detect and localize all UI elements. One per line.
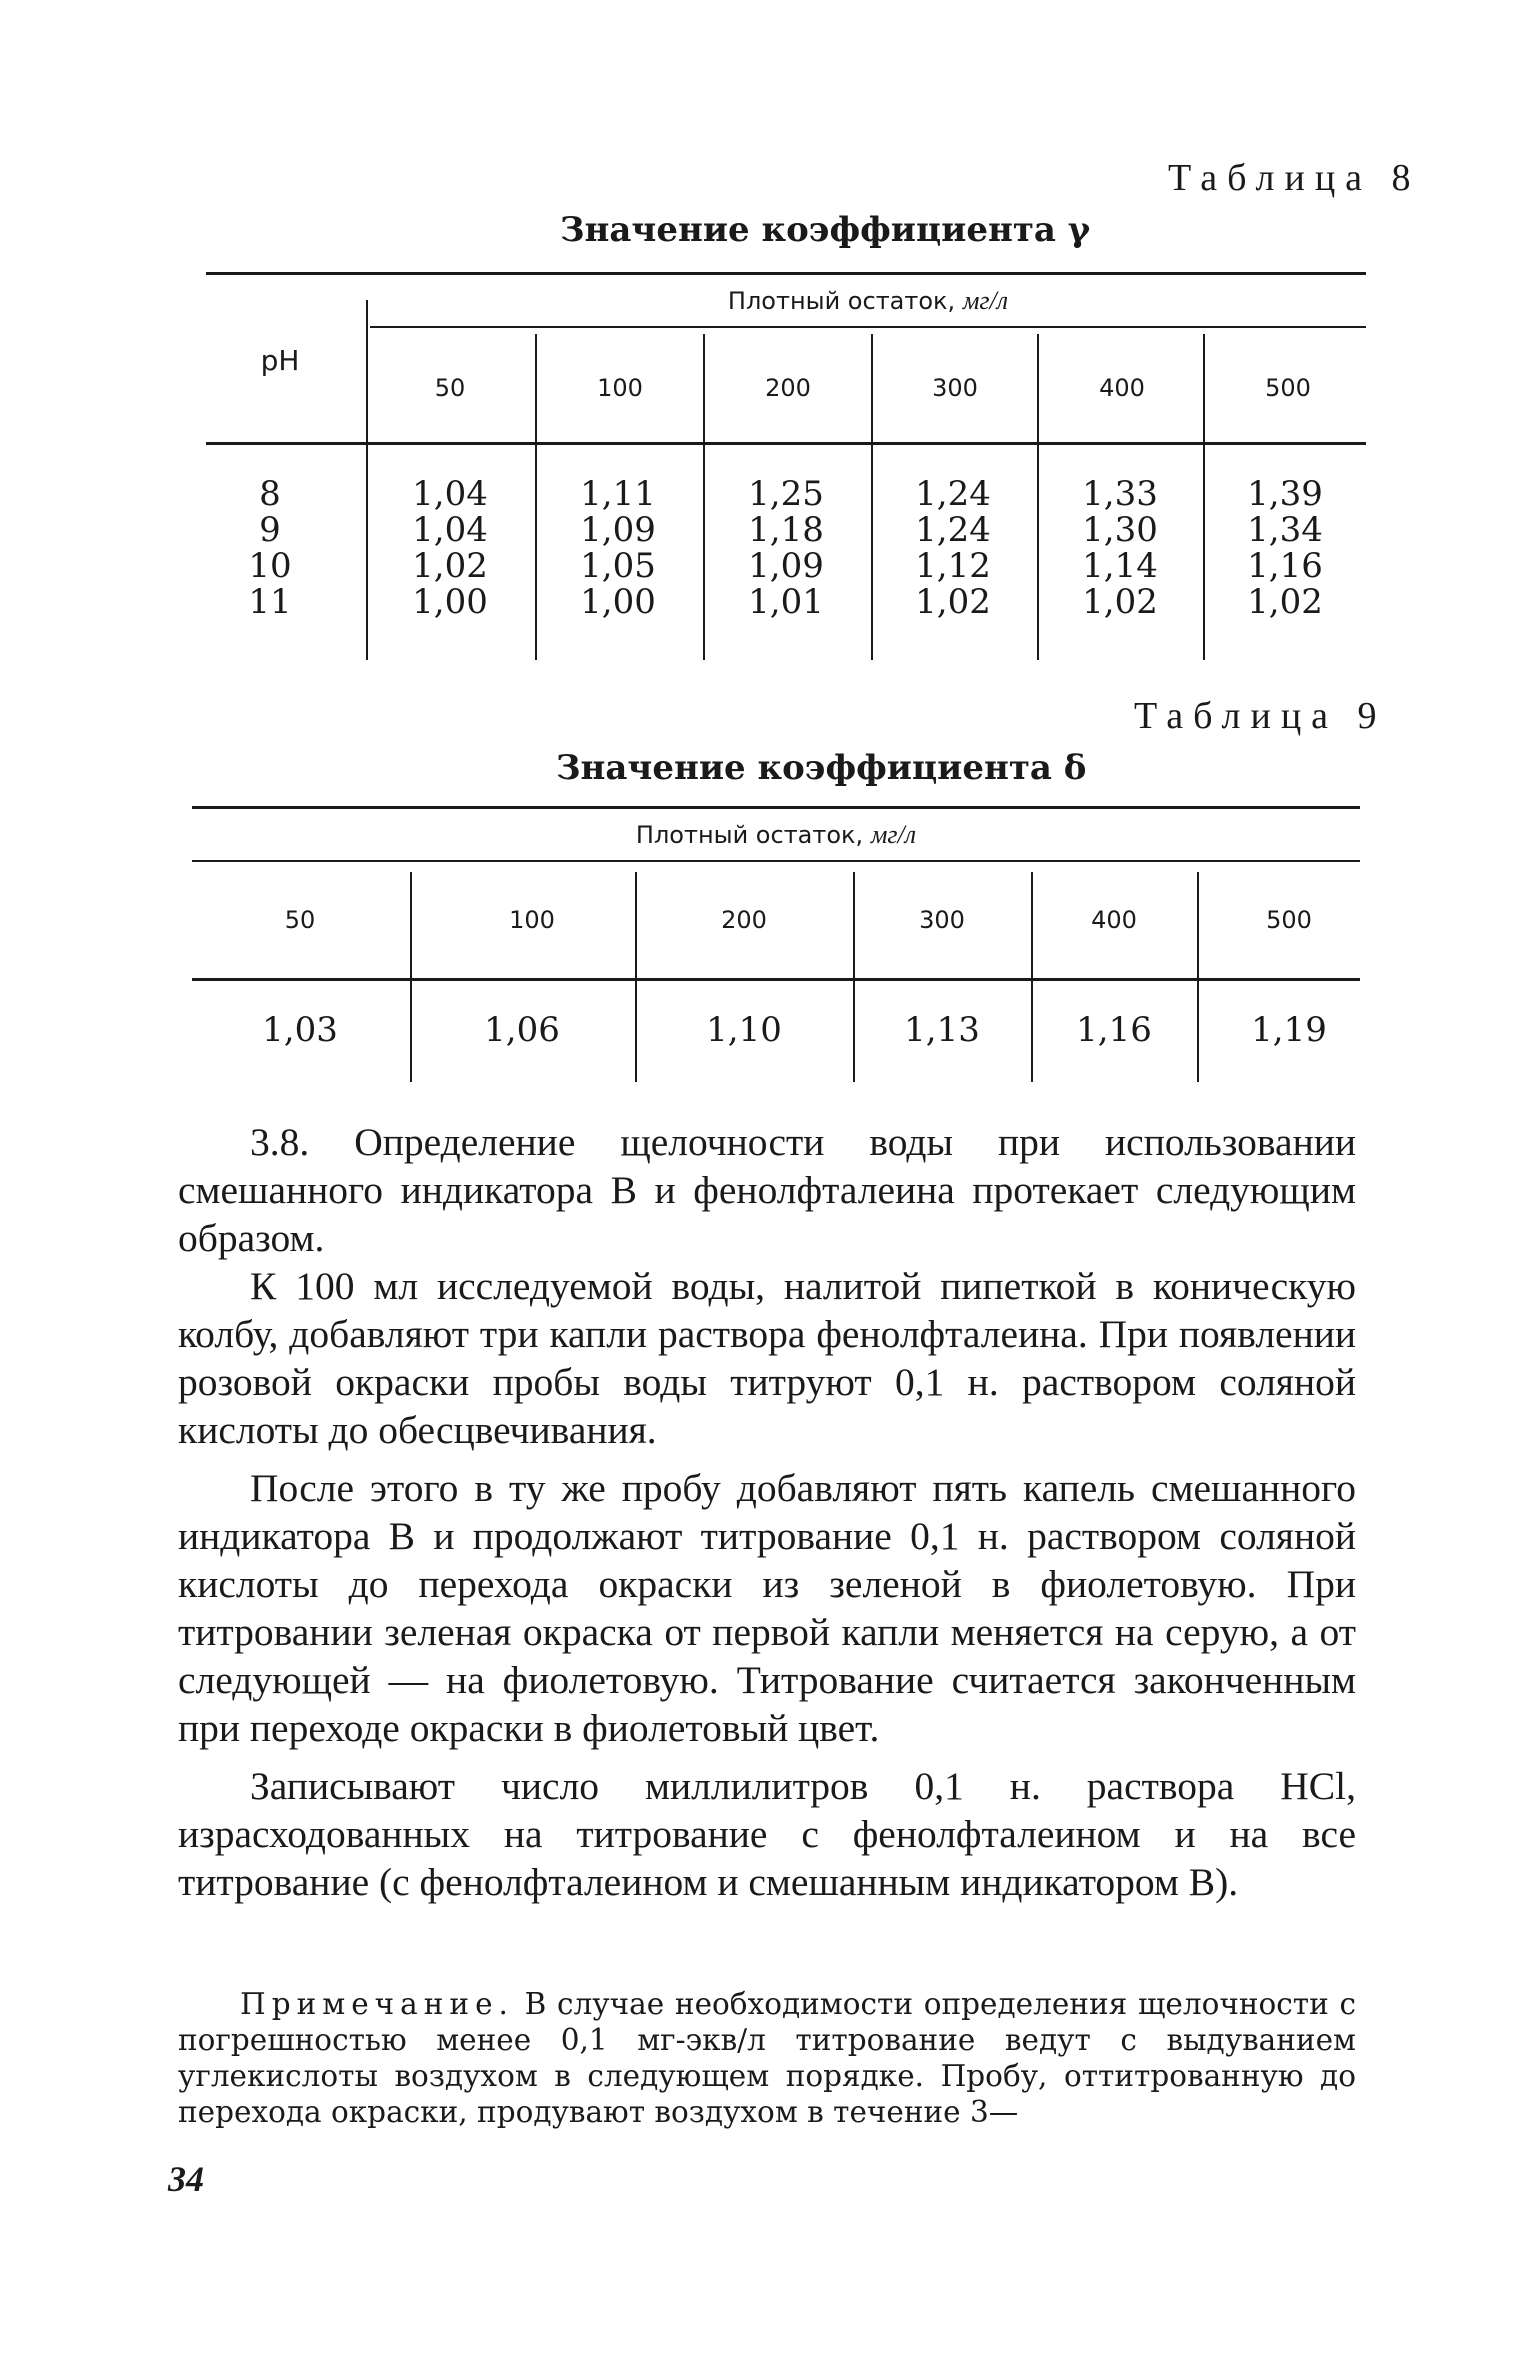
table8-group-rule [370,326,1366,328]
note-label: Примечание. [240,1987,514,2021]
table8-ph-values: 8 9 10 11 [248,474,292,622]
table8-column-values: 1,33 1,30 1,14 1,02 [1082,474,1158,622]
table8-column-values: 1,11 1,09 1,05 1,00 [580,474,656,622]
table9-vrule [635,872,637,1082]
table9-value: 1,16 [1076,1010,1152,1050]
table9-value: 1,19 [1251,1010,1327,1050]
table8-column-values: 1,25 1,18 1,09 1,01 [748,474,824,622]
table8-caption: Таблица 8 [1168,157,1421,199]
table8-col-header: 300 [932,374,978,402]
table9-group-header: Плотный остаток, мг/л [635,820,917,849]
table9-vrule [1197,872,1199,1082]
paragraph-procedure-3: Записывают число миллилитров 0,1 н. раствора HCl, израсходованных на титрование с фенолфталеином и на все титрование (с фенолфталеином и смешанным индикатором В). [178,1764,1356,1904]
table8-column-values: 1,04 1,04 1,02 1,00 [412,474,488,622]
table8-vrule [1037,334,1039,660]
table9-vrule [853,872,855,1082]
page-number: 34 [168,2159,204,2199]
table9-title: Значение коэффициента δ [556,748,1087,788]
paragraph-3-8: 3.8. Определение щелочности воды при использовании смешанного индикатора В и фенолфталеина протекает следующим образом. [178,1120,1356,1260]
table8-vrule [703,334,705,660]
table9-value: 1,13 [904,1010,980,1050]
table8-column-values: 1,24 1,24 1,12 1,02 [915,474,991,622]
table8-header-rule [206,442,1366,445]
table8-column-values: 1,39 1,34 1,16 1,02 [1247,474,1323,622]
table8-vrule [366,300,368,660]
table9-col-header: 100 [509,906,555,934]
table8-col-header: 50 [434,374,466,402]
table8-vrule [535,334,537,660]
table9-col-header: 200 [721,906,767,934]
table8-ph-header: pH [260,344,300,377]
table9-value: 1,03 [262,1010,338,1050]
table9-col-header: 300 [919,906,965,934]
table8-col-header: 500 [1265,374,1311,402]
note [178,1986,1356,2130]
paragraph-procedure-1: К 100 мл исследуемой воды, налитой пипеткой в коническую колбу, добавляют три капли раствора фенолфталеина. При появлении розовой окраски пробы воды титруют 0,1 н. раствором соляной кислоты до обесцвечивания. [178,1264,1356,1452]
body-text [178,1118,1356,1906]
table8-top-rule [206,272,1366,275]
table9-top-rule [192,806,1360,809]
table8-col-header: 400 [1099,374,1145,402]
table9-vrule [1031,872,1033,1082]
table8-title: Значение коэффициента γ [560,210,1091,250]
note-text: В случае необходимости определения щелочности с погрешностью менее 0,1 мг-экв/л титрование ведут с выдуванием углекислоты воздухом в следующем порядке. Пробу, оттитрованную до перехода окраски, продувают воздухом в течение 3— [178,1987,1356,2129]
table9-header-rule [192,978,1360,981]
table8-vrule [1203,334,1205,660]
table9-group-rule [192,860,1360,862]
table8-vrule [871,334,873,660]
table9-value: 1,06 [484,1010,560,1050]
table9-col-header: 50 [284,906,316,934]
table9-caption: Таблица 9 [1134,695,1387,737]
table8-col-header: 200 [765,374,811,402]
table9-value: 1,10 [706,1010,782,1050]
table8-group-header: Плотный остаток, мг/л [727,286,1009,315]
paragraph-procedure-2: После этого в ту же пробу добавляют пять капель смешанного индикатора В и продолжают титрование 0,1 н. раствором соляной кислоты до перехода окраски из зеленой в фиолетовую. При титровании зеленая окраска от первой капли меняется на серую, а от следующей — на фиолетовую. Титрование считается законченным при переходе окраски в фиолетовый цвет. [178,1466,1356,1750]
table9-vrule [410,872,412,1082]
table9-col-header: 500 [1266,906,1312,934]
table8-col-header: 100 [597,374,643,402]
table9-col-header: 400 [1091,906,1137,934]
